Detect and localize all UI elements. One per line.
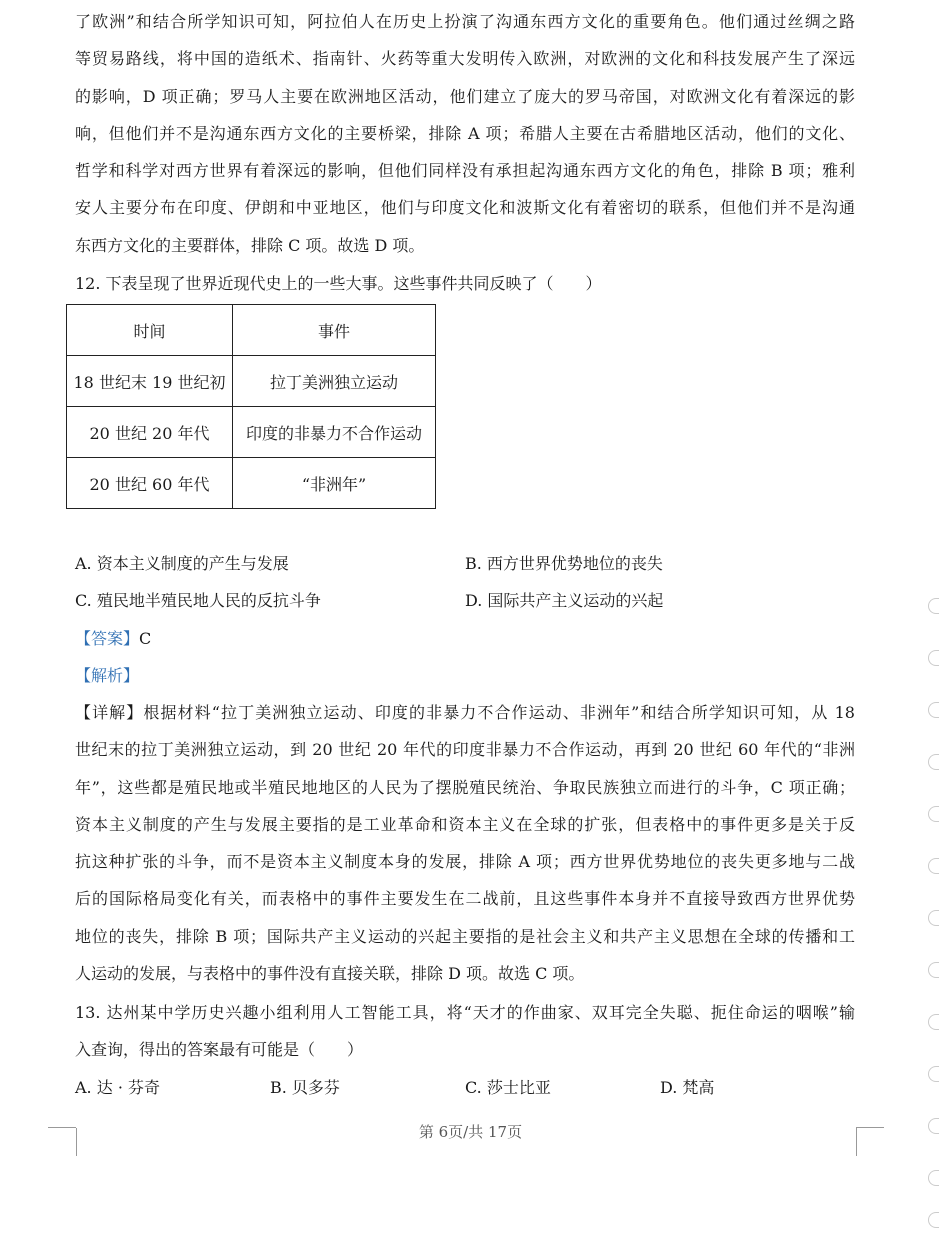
- text-line: 哲学和科学对西方世界有着深远的影响，但他们同样没有承担起沟通东西方文化的角色，排除 B 项；雅利: [75, 161, 855, 181]
- text-line: 安人主要分布在印度、伊朗和中亚地区，他们与印度文化和波斯文化有着密切的联系，但他们并不是沟通: [75, 198, 855, 218]
- q12-answer: [75, 627, 151, 651]
- table-cell-time: 20 世纪 60 年代: [67, 458, 233, 509]
- table-cell-time: 20 世纪 20 年代: [67, 407, 233, 458]
- q13-option-d: D. 梵高: [660, 1078, 715, 1097]
- events-table: [66, 304, 436, 509]
- answer-tag: 【答案】: [75, 629, 140, 648]
- detail-text: 根据材料“拉丁美洲独立运动、印度的非暴力不合作运动、非洲年”和结合所学知识可知，从 18: [143, 703, 855, 722]
- edge-mark: [928, 1118, 939, 1134]
- q11-explanation-paragraph: [75, 3, 855, 264]
- page-footer: 第 6页/共 17页: [418, 1123, 523, 1141]
- text-line: 等贸易路线，将中国的造纸术、指南针、火药等重大发明传入欧洲，对欧洲的文化和科技发展产生了深远: [75, 49, 855, 69]
- q12-stem: 12. 下表呈现了世界近现代史上的一些大事。这些事件共同反映了（ ）: [75, 274, 602, 293]
- q12-option-d: D. 国际共产主义运动的兴起: [465, 591, 664, 610]
- text-line: 抗这种扩张的斗争，而不是资本主义制度本身的发展，排除 A 项；西方世界优势地位的丧失更多地与二战: [75, 852, 855, 872]
- q12-option-c: C. 殖民地半殖民地人民的反抗斗争: [75, 591, 321, 610]
- table-cell-time: 18 世纪末 19 世纪初: [67, 356, 233, 407]
- edge-mark: [928, 1212, 939, 1228]
- edge-mark: [928, 1014, 939, 1030]
- text-line: 响，但他们并不是沟通东西方文化的主要桥梁，排除 A 项；希腊人主要在古希腊地区活动，他们的文化、: [75, 123, 855, 143]
- text-line: 东西方文化的主要群体，排除 C 项。故选 D 项。: [75, 235, 425, 255]
- edge-mark: [928, 806, 939, 822]
- table-cell-event: 拉丁美洲独立运动: [233, 356, 436, 407]
- text-line: 的影响，D 项正确；罗马人主要在欧洲地区活动，他们建立了庞大的罗马帝国，对欧洲文化有着深远的影: [75, 86, 855, 106]
- table-header-time: 时间: [67, 305, 233, 356]
- text-line: 年”，这些都是殖民地或半殖民地地区的人民为了摆脱殖民统治、争取民族独立而进行的斗争，C 项正确；: [75, 777, 855, 797]
- table-row: [67, 407, 436, 458]
- answer-value: C: [139, 629, 152, 648]
- q12-analysis-heading: [75, 664, 139, 688]
- edge-mark: [928, 1170, 939, 1186]
- q13-option-c: C. 莎士比亚: [465, 1078, 551, 1097]
- text-line: 了欧洲”和结合所学知识可知，阿拉伯人在历史上扮演了沟通东西方文化的重要角色。他们通过丝绸之路: [75, 12, 855, 31]
- text-line: [75, 694, 855, 731]
- table-header-row: [67, 305, 436, 356]
- q13-option-a: A. 达 · 芬奇: [75, 1078, 160, 1097]
- q12-detail-paragraph: [75, 694, 855, 992]
- table-row: [67, 356, 436, 407]
- q12-option-b: B. 西方世界优势地位的丧失: [465, 554, 663, 573]
- text-line: 世纪末的拉丁美洲独立运动，到 20 世纪 20 年代的印度非暴力不合作运动，再到 20 世纪 60 年代的“非洲: [75, 740, 855, 760]
- table-cell-event: “非洲年”: [233, 458, 436, 509]
- edge-mark: [928, 1066, 939, 1082]
- table-row: [67, 458, 436, 509]
- edge-mark: [928, 650, 939, 666]
- text-line: 13. 达州某中学历史兴趣小组利用人工智能工具，将“天才的作曲家、双耳完全失聪、扼住命运的咽喉”输: [75, 1003, 855, 1022]
- text-line: 资本主义制度的产生与发展主要指的是工业革命和资本主义在全球的扩张，但表格中的事件更多是关于反: [75, 814, 855, 834]
- edge-mark: [928, 754, 939, 770]
- table-header-event: 事件: [233, 305, 436, 356]
- q13-stem: [75, 994, 855, 1069]
- edge-mark: [928, 858, 939, 874]
- edge-mark: [928, 598, 939, 614]
- q13-option-b: B. 贝多芬: [270, 1078, 340, 1097]
- edge-mark: [928, 962, 939, 978]
- table-cell-event: 印度的非暴力不合作运动: [233, 407, 436, 458]
- q12-option-a: A. 资本主义制度的产生与发展: [75, 554, 289, 573]
- text-line: 后的国际格局变化有关，而表格中的事件主要发生在二战前，且这些事件本身并不直接导致西方世界优势: [75, 889, 855, 909]
- edge-mark: [928, 910, 939, 926]
- detail-tag: 【详解】: [75, 703, 144, 722]
- text-line: 地位的丧失，排除 B 项；国际共产主义运动的兴起主要指的是社会主义和共产主义思想在全球的传播和工: [75, 926, 855, 946]
- text-line: 人运动的发展，与表格中的事件没有直接关联，排除 D 项。故选 C 项。: [75, 964, 585, 984]
- analysis-tag: 【解析】: [75, 666, 140, 685]
- edge-mark: [928, 702, 939, 718]
- text-line: 入查询，得出的答案最有可能是（ ）: [75, 1040, 364, 1060]
